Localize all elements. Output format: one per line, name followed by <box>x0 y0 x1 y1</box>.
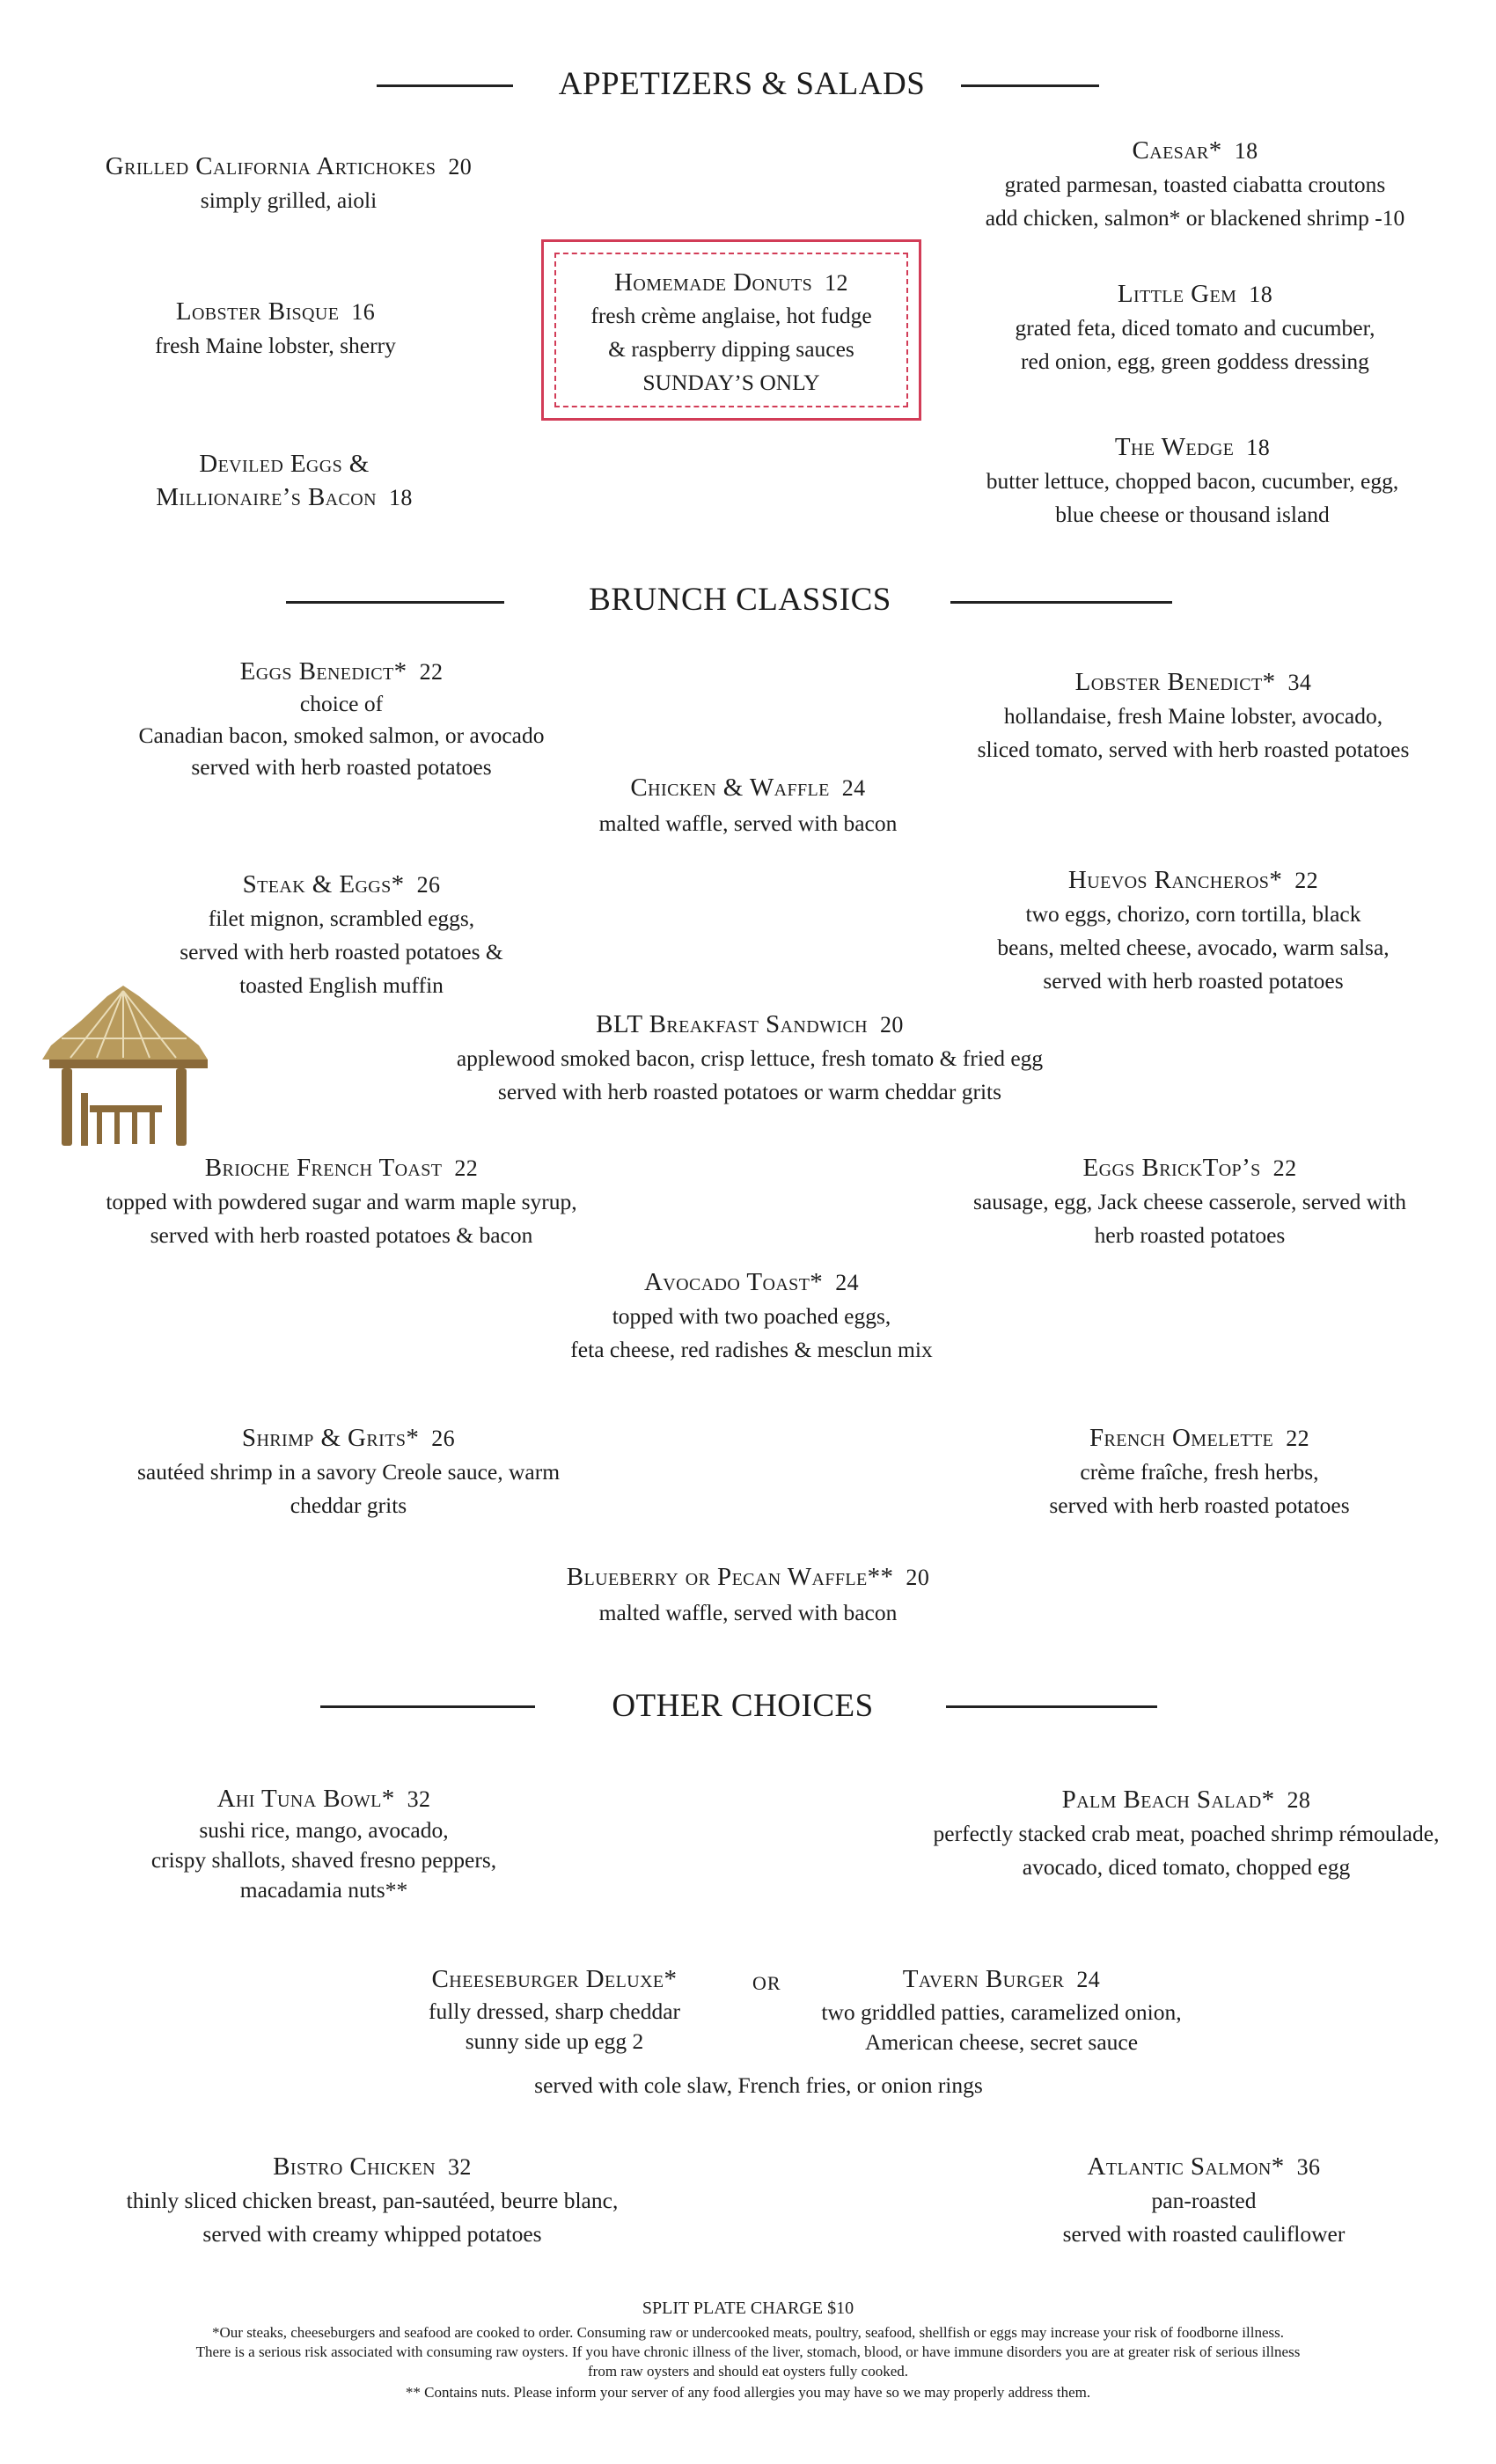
item-desc: pan-roasted <box>1151 2188 1257 2213</box>
menu-item-eggs-benedict <box>139 656 545 783</box>
menu-item-bistro-chicken <box>127 2150 619 2251</box>
item-desc: sliced tomato, served with herb roasted potatoes <box>977 737 1410 762</box>
menu-item-lobster-benedict <box>978 665 1410 766</box>
item-desc: two griddled patties, caramelized onion, <box>821 1999 1182 2025</box>
item-desc: malted waffle, served with bacon <box>598 810 898 836</box>
item-price: 18 <box>1246 435 1271 460</box>
item-price: 24 <box>841 775 866 801</box>
item-name: Chicken & Waffle <box>630 774 830 802</box>
item-desc: sausage, egg, Jack cheese casserole, served with <box>972 1189 1407 1214</box>
item-name: Grilled California Artichokes <box>105 152 436 180</box>
section-rule-right <box>946 1705 1157 1708</box>
item-desc: red onion, egg, green goddess dressing <box>1021 348 1369 374</box>
item-desc: grated parmesan, toasted ciabatta croutons <box>1004 172 1386 197</box>
section-rule-right <box>950 601 1172 604</box>
item-desc: served with herb roasted potatoes or warm cheddar grits <box>497 1079 1002 1104</box>
item-name: Tavern Burger <box>902 1965 1065 1993</box>
item-desc: & raspberry dipping sauces <box>608 336 854 362</box>
disclaimer-line: *Our steaks, cheeseburgers and seafood are cooked to order. Consuming raw or undercooked meats, poultry, seafood, shellfish or eggs may increase your risk of foodborne illness. <box>212 2324 1284 2341</box>
item-desc: topped with powdered sugar and warm maple syrup, <box>106 1189 577 1214</box>
item-desc: served with herb roasted potatoes <box>1049 1492 1350 1518</box>
item-name: Lobster Bisque <box>175 297 340 326</box>
item-desc: topped with two poached eggs, <box>612 1303 891 1329</box>
item-name: Blueberry or Pecan Waffle** <box>566 1563 894 1591</box>
item-desc: applewood smoked bacon, crisp lettuce, fresh tomato & fried egg <box>456 1045 1044 1071</box>
item-name: Cheeseburger Deluxe* <box>431 1965 678 1993</box>
menu-item-huevos-rancheros <box>997 863 1389 998</box>
item-price: 20 <box>880 1012 904 1038</box>
menu-item-atlantic-salmon <box>1063 2150 1346 2251</box>
item-desc: herb roasted potatoes <box>1094 1222 1286 1248</box>
item-price: 26 <box>416 872 441 898</box>
item-desc: choice of <box>299 691 384 716</box>
menu-item-french-omelette <box>1049 1421 1349 1522</box>
item-desc: grated feta, diced tomato and cucumber, <box>1015 315 1375 341</box>
section-title-appetizers: APPETIZERS & SALADS <box>558 66 926 102</box>
menu-item-eggs-bricktops <box>973 1151 1406 1252</box>
item-price: 32 <box>448 2154 472 2180</box>
menu-item-ahi-tuna <box>151 1783 496 1905</box>
item-desc: Canadian bacon, smoked salmon, or avocado <box>138 722 545 748</box>
menu-item-blt <box>457 1008 1043 1109</box>
menu-item-wedge <box>986 430 1398 532</box>
menu-item-little-gem <box>1016 277 1375 378</box>
item-desc: two eggs, chorizo, corn tortilla, black <box>1025 901 1361 927</box>
disclaimer-line: ** Contains nuts. Please inform your server of any food allergies you may have so we may properly address them. <box>405 2384 1091 2401</box>
item-desc: fully dressed, sharp cheddar <box>428 1998 681 2024</box>
menu-item-avocado-toast <box>570 1265 932 1367</box>
item-name: French Omelette <box>1089 1424 1274 1452</box>
item-price: 20 <box>906 1565 930 1590</box>
item-name: Bistro Chicken <box>273 2152 436 2181</box>
item-price: 22 <box>419 659 444 685</box>
section-title-other: OTHER CHOICES <box>612 1688 874 1724</box>
item-price: 16 <box>351 299 376 325</box>
item-desc: simply grilled, aioli <box>200 187 378 213</box>
item-desc: served with roasted cauliflower <box>1062 2221 1346 2247</box>
item-price: 24 <box>835 1270 860 1295</box>
item-name: Shrimp & Grits* <box>241 1424 420 1452</box>
item-desc: sautéed shrimp in a savory Creole sauce, warm <box>136 1459 561 1485</box>
item-name: Avocado Toast* <box>643 1268 824 1296</box>
menu-item-chicken-waffle <box>599 769 898 840</box>
donuts-feature-box <box>541 239 921 421</box>
item-price: 18 <box>388 485 413 510</box>
menu-item-palm-beach-salad <box>934 1783 1440 1884</box>
disclaimer-line: There is a serious risk associated with consuming raw oysters. If you have chronic illness of the liver, stomach, blood, or have immune disorders you are at greater risk of serious illness <box>195 2343 1301 2360</box>
item-desc: thinly sliced chicken breast, pan-sautéed, beurre blanc, <box>126 2188 619 2213</box>
item-name: Homemade Donuts <box>614 268 813 297</box>
menu-item-deviled-eggs <box>156 447 413 515</box>
item-price: 18 <box>1249 282 1273 307</box>
item-price: 28 <box>1287 1787 1311 1813</box>
item-name: The Wedge <box>1114 433 1235 461</box>
section-title-brunch: BRUNCH CLASSICS <box>589 582 891 618</box>
item-name: Lobster Benedict* <box>1074 668 1276 696</box>
item-desc: served with creamy whipped potatoes <box>202 2221 542 2247</box>
item-desc: feta cheese, red radishes & mesclun mix <box>570 1337 933 1362</box>
item-desc: perfectly stacked crab meat, poached shrimp rémoulade, <box>933 1821 1440 1846</box>
item-desc: toasted English muffin <box>239 972 444 998</box>
item-price: 36 <box>1296 2154 1321 2180</box>
section-rule-right <box>961 84 1099 87</box>
item-desc: sushi rice, mango, avocado, <box>199 1817 449 1843</box>
item-desc: fresh Maine lobster, sherry <box>155 333 396 358</box>
item-name: Ahi Tuna Bowl* <box>216 1785 395 1813</box>
split-plate-charge: SPLIT PLATE CHARGE $10 <box>642 2299 854 2318</box>
item-price: 22 <box>1272 1155 1297 1181</box>
item-desc: macadamia nuts** <box>239 1877 408 1903</box>
item-desc: filet mignon, scrambled eggs, <box>208 906 475 931</box>
item-name: Millionaire’s Bacon <box>156 483 377 511</box>
menu-item-cheeseburger <box>429 1962 680 2057</box>
menu-item-caesar <box>986 134 1405 235</box>
item-price: 34 <box>1287 670 1312 695</box>
item-desc: butter lettuce, chopped bacon, cucumber, egg, <box>986 468 1399 494</box>
item-price: 22 <box>1286 1426 1309 1451</box>
item-desc: served with herb roasted potatoes & bacon <box>150 1222 533 1248</box>
section-rule-left <box>320 1705 535 1708</box>
item-desc: avocado, diced tomato, chopped egg <box>1022 1854 1351 1880</box>
item-desc: beans, melted cheese, avocado, warm salsa, <box>997 935 1390 960</box>
item-desc: hollandaise, fresh Maine lobster, avocado, <box>1003 703 1383 729</box>
section-rule-left <box>286 601 504 604</box>
item-desc: cheddar grits <box>290 1492 407 1518</box>
item-name: Huevos Rancheros* <box>1067 866 1283 894</box>
item-price: 22 <box>1294 868 1319 893</box>
menu-item-artichokes <box>106 150 472 217</box>
item-name: Palm Beach Salad* <box>1061 1786 1275 1814</box>
menu-item-tavern-burger <box>821 1962 1181 2057</box>
item-price: 26 <box>431 1426 456 1451</box>
item-name: Steak & Eggs* <box>242 870 405 898</box>
item-name: Caesar* <box>1132 136 1222 165</box>
item-name: Brioche French Toast <box>204 1154 443 1182</box>
item-price: 12 <box>825 270 848 296</box>
or-separator: OR <box>752 1972 781 1994</box>
menu-item-steak-eggs <box>180 868 503 1002</box>
item-desc: American cheese, secret sauce <box>864 2029 1139 2055</box>
item-desc: add chicken, salmon* or blackened shrimp -10 <box>985 205 1405 231</box>
item-price: 24 <box>1076 1967 1101 1992</box>
menu-item-lobster-bisque <box>155 295 396 363</box>
disclaimer-line: from raw oysters and should eat oysters fully cooked. <box>588 2363 908 2380</box>
item-desc: served with herb roasted potatoes <box>1043 968 1344 994</box>
item-desc: fresh crème anglaise, hot fudge <box>590 303 872 328</box>
item-desc: served with herb roasted potatoes <box>191 754 492 780</box>
item-desc: served with herb roasted potatoes & <box>180 939 503 964</box>
menu-item-waffle <box>567 1558 929 1630</box>
menu-item-french-toast <box>106 1151 576 1252</box>
section-rule-left <box>377 84 513 87</box>
item-name: Atlantic Salmon* <box>1087 2152 1285 2181</box>
item-price: 22 <box>454 1155 479 1181</box>
menu-item-shrimp-grits <box>137 1421 560 1522</box>
burger-sides-note: served with cole slaw, French fries, or onion rings <box>534 2072 983 2098</box>
item-name: Eggs Benedict* <box>239 657 407 686</box>
item-desc: crème fraîche, fresh herbs, <box>1080 1459 1319 1485</box>
item-price: 20 <box>448 154 473 180</box>
item-price: 32 <box>407 1786 431 1812</box>
item-name: Little Gem <box>1117 280 1237 308</box>
item-desc: crispy shallots, shaved fresno peppers, <box>150 1847 497 1873</box>
tiki-hut-icon <box>35 984 211 1148</box>
item-desc: malted waffle, served with bacon <box>598 1600 898 1625</box>
item-name: BLT Breakfast Sandwich <box>596 1010 869 1038</box>
item-name: Deviled Eggs & <box>199 450 370 478</box>
item-desc: blue cheese or thousand island <box>1055 502 1330 527</box>
item-desc: sunny side up egg 2 <box>465 2028 644 2054</box>
item-price: 18 <box>1234 138 1258 164</box>
item-name: Eggs BrickTop’s <box>1082 1154 1261 1182</box>
item-note: SUNDAY’S ONLY <box>642 370 820 395</box>
